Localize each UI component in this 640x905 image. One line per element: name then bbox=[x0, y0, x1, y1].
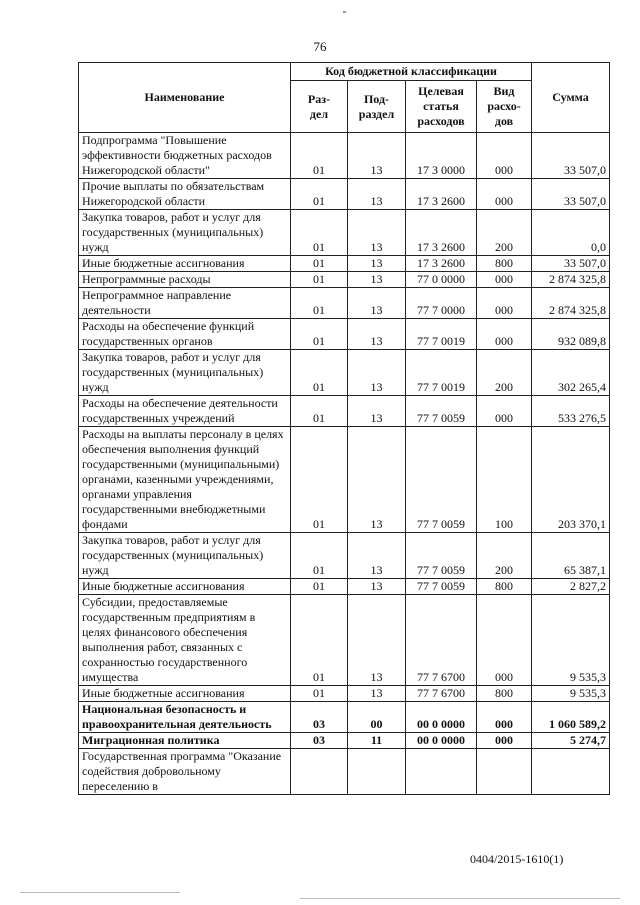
header-section: Раз- дел bbox=[291, 81, 348, 133]
table-row bbox=[79, 579, 610, 595]
row-subsection: 13 bbox=[348, 579, 406, 595]
row-name: Закупка товаров, работ и услуг для государственных (муниципальных) нужд bbox=[79, 533, 291, 579]
table-row bbox=[79, 179, 610, 210]
row-sum: 1 060 589,2 bbox=[532, 702, 610, 733]
row-target-article: 77 7 0059 bbox=[406, 579, 477, 595]
row-subsection: 11 bbox=[348, 733, 406, 749]
row-sum: 5 274,7 bbox=[532, 733, 610, 749]
row-name: Иные бюджетные ассигнования bbox=[79, 579, 291, 595]
row-sum: 0,0 bbox=[532, 210, 610, 256]
row-expense-type: 200 bbox=[477, 533, 532, 579]
row-section: 01 bbox=[291, 133, 348, 179]
row-target-article bbox=[406, 749, 477, 795]
table-row bbox=[79, 396, 610, 427]
row-name: Прочие выплаты по обязательствам Нижегородской области bbox=[79, 179, 291, 210]
row-section: 01 bbox=[291, 210, 348, 256]
row-name: Непрограммное направление деятельности bbox=[79, 288, 291, 319]
scan-artifact-line bbox=[20, 892, 180, 893]
row-section: 01 bbox=[291, 179, 348, 210]
row-section: 01 bbox=[291, 272, 348, 288]
header-budget-classification: Код бюджетной классификации bbox=[291, 63, 532, 81]
row-section: 01 bbox=[291, 288, 348, 319]
row-sum: 2 827,2 bbox=[532, 579, 610, 595]
budget-table-body bbox=[79, 133, 610, 795]
row-sum: 203 370,1 bbox=[532, 427, 610, 533]
row-sum: 932 089,8 bbox=[532, 319, 610, 350]
row-sum: 33 507,0 bbox=[532, 256, 610, 272]
row-name: Непрограммные расходы bbox=[79, 272, 291, 288]
row-expense-type: 800 bbox=[477, 686, 532, 702]
page-number: 76 bbox=[313, 39, 327, 54]
row-expense-type bbox=[477, 749, 532, 795]
row-target-article: 77 7 6700 bbox=[406, 595, 477, 686]
row-target-article: 77 7 6700 bbox=[406, 686, 477, 702]
row-subsection: 13 bbox=[348, 133, 406, 179]
row-name: Миграционная политика bbox=[79, 733, 291, 749]
row-name: Субсидии, предоставляемые государственным предприятиям в целях финансового обеспечения выполнения работ, связанных с сохранностью государственного имущества bbox=[79, 595, 291, 686]
table-row bbox=[79, 427, 610, 533]
row-subsection: 13 bbox=[348, 256, 406, 272]
row-name: Национальная безопасность и правоохранительная деятельность bbox=[79, 702, 291, 733]
row-subsection: 13 bbox=[348, 319, 406, 350]
table-row bbox=[79, 686, 610, 702]
table-row bbox=[79, 749, 610, 795]
row-subsection: 13 bbox=[348, 272, 406, 288]
scan-artifact-line bbox=[300, 898, 620, 899]
table-row bbox=[79, 350, 610, 396]
header-expense-type: Вид расхо- дов bbox=[477, 81, 532, 133]
header-sum: Сумма bbox=[532, 63, 610, 133]
row-sum: 9 535,3 bbox=[532, 686, 610, 702]
row-sum: 533 276,5 bbox=[532, 396, 610, 427]
row-expense-type: 100 bbox=[477, 427, 532, 533]
row-target-article: 77 7 0000 bbox=[406, 288, 477, 319]
row-sum: 33 507,0 bbox=[532, 179, 610, 210]
row-subsection: 13 bbox=[348, 350, 406, 396]
row-subsection: 13 bbox=[348, 288, 406, 319]
row-sum: 65 387,1 bbox=[532, 533, 610, 579]
document-code: 0404/2015-1610(1) bbox=[470, 852, 564, 866]
row-sum: 2 874 325,8 bbox=[532, 272, 610, 288]
table-row bbox=[79, 256, 610, 272]
row-sum bbox=[532, 749, 610, 795]
row-expense-type: 000 bbox=[477, 733, 532, 749]
table-row bbox=[79, 272, 610, 288]
row-sum: 9 535,3 bbox=[532, 595, 610, 686]
row-name: Подпрограмма "Повышение эффективности бюджетных расходов Нижегородской области" bbox=[79, 133, 291, 179]
row-section: 01 bbox=[291, 319, 348, 350]
row-expense-type: 000 bbox=[477, 702, 532, 733]
row-expense-type: 000 bbox=[477, 272, 532, 288]
row-target-article: 17 3 2600 bbox=[406, 179, 477, 210]
row-section: 03 bbox=[291, 733, 348, 749]
row-target-article: 77 7 0059 bbox=[406, 427, 477, 533]
row-target-article: 17 3 2600 bbox=[406, 256, 477, 272]
row-expense-type: 000 bbox=[477, 133, 532, 179]
row-expense-type: 200 bbox=[477, 210, 532, 256]
row-subsection bbox=[348, 749, 406, 795]
row-expense-type: 000 bbox=[477, 288, 532, 319]
row-expense-type: 000 bbox=[477, 179, 532, 210]
row-target-article: 17 3 0000 bbox=[406, 133, 477, 179]
row-section: 01 bbox=[291, 350, 348, 396]
row-name: Иные бюджетные ассигнования bbox=[79, 256, 291, 272]
row-section: 01 bbox=[291, 396, 348, 427]
row-sum: 302 265,4 bbox=[532, 350, 610, 396]
table-row bbox=[79, 319, 610, 350]
table-row bbox=[79, 210, 610, 256]
row-section: 01 bbox=[291, 686, 348, 702]
row-target-article: 77 7 0059 bbox=[406, 533, 477, 579]
row-subsection: 13 bbox=[348, 427, 406, 533]
row-target-article: 77 7 0019 bbox=[406, 319, 477, 350]
row-expense-type: 000 bbox=[477, 595, 532, 686]
row-name: Расходы на выплаты персоналу в целях обеспечения выполнения функций государственными (муниципальными) органами, казенными учреждениями, органами управления государственными внебюджетными фондами bbox=[79, 427, 291, 533]
row-section bbox=[291, 749, 348, 795]
row-subsection: 13 bbox=[348, 179, 406, 210]
row-name: Расходы на обеспечение деятельности государственных учреждений bbox=[79, 396, 291, 427]
row-subsection: 00 bbox=[348, 702, 406, 733]
row-name: Закупка товаров, работ и услуг для государственных (муниципальных) нужд bbox=[79, 350, 291, 396]
table-row bbox=[79, 595, 610, 686]
row-name: Закупка товаров, работ и услуг для государственных (муниципальных) нужд bbox=[79, 210, 291, 256]
table-row bbox=[79, 733, 610, 749]
row-section: 03 bbox=[291, 702, 348, 733]
row-sum: 2 874 325,8 bbox=[532, 288, 610, 319]
header-name: Наименование bbox=[79, 63, 291, 133]
table-row bbox=[79, 702, 610, 733]
table-row bbox=[79, 533, 610, 579]
row-name: Иные бюджетные ассигнования bbox=[79, 686, 291, 702]
row-section: 01 bbox=[291, 256, 348, 272]
row-subsection: 13 bbox=[348, 210, 406, 256]
scan-speck bbox=[343, 11, 346, 13]
row-expense-type: 800 bbox=[477, 579, 532, 595]
table-row bbox=[79, 133, 610, 179]
row-name: Расходы на обеспечение функций государственных органов bbox=[79, 319, 291, 350]
row-subsection: 13 bbox=[348, 533, 406, 579]
row-target-article: 77 7 0019 bbox=[406, 350, 477, 396]
row-target-article: 00 0 0000 bbox=[406, 702, 477, 733]
row-target-article: 00 0 0000 bbox=[406, 733, 477, 749]
row-name: Государственная программа "Оказание содействия добровольному переселению в bbox=[79, 749, 291, 795]
row-section: 01 bbox=[291, 579, 348, 595]
row-section: 01 bbox=[291, 427, 348, 533]
row-expense-type: 000 bbox=[477, 319, 532, 350]
row-expense-type: 000 bbox=[477, 396, 532, 427]
row-expense-type: 200 bbox=[477, 350, 532, 396]
row-subsection: 13 bbox=[348, 396, 406, 427]
row-target-article: 77 0 0000 bbox=[406, 272, 477, 288]
row-subsection: 13 bbox=[348, 686, 406, 702]
budget-table bbox=[78, 62, 610, 795]
header-target-article: Целевая статья расходов bbox=[406, 81, 477, 133]
row-sum: 33 507,0 bbox=[532, 133, 610, 179]
row-section: 01 bbox=[291, 595, 348, 686]
table-row bbox=[79, 288, 610, 319]
row-expense-type: 800 bbox=[477, 256, 532, 272]
header-subsection: Под- раздел bbox=[348, 81, 406, 133]
row-target-article: 77 7 0059 bbox=[406, 396, 477, 427]
row-target-article: 17 3 2600 bbox=[406, 210, 477, 256]
row-subsection: 13 bbox=[348, 595, 406, 686]
row-section: 01 bbox=[291, 533, 348, 579]
